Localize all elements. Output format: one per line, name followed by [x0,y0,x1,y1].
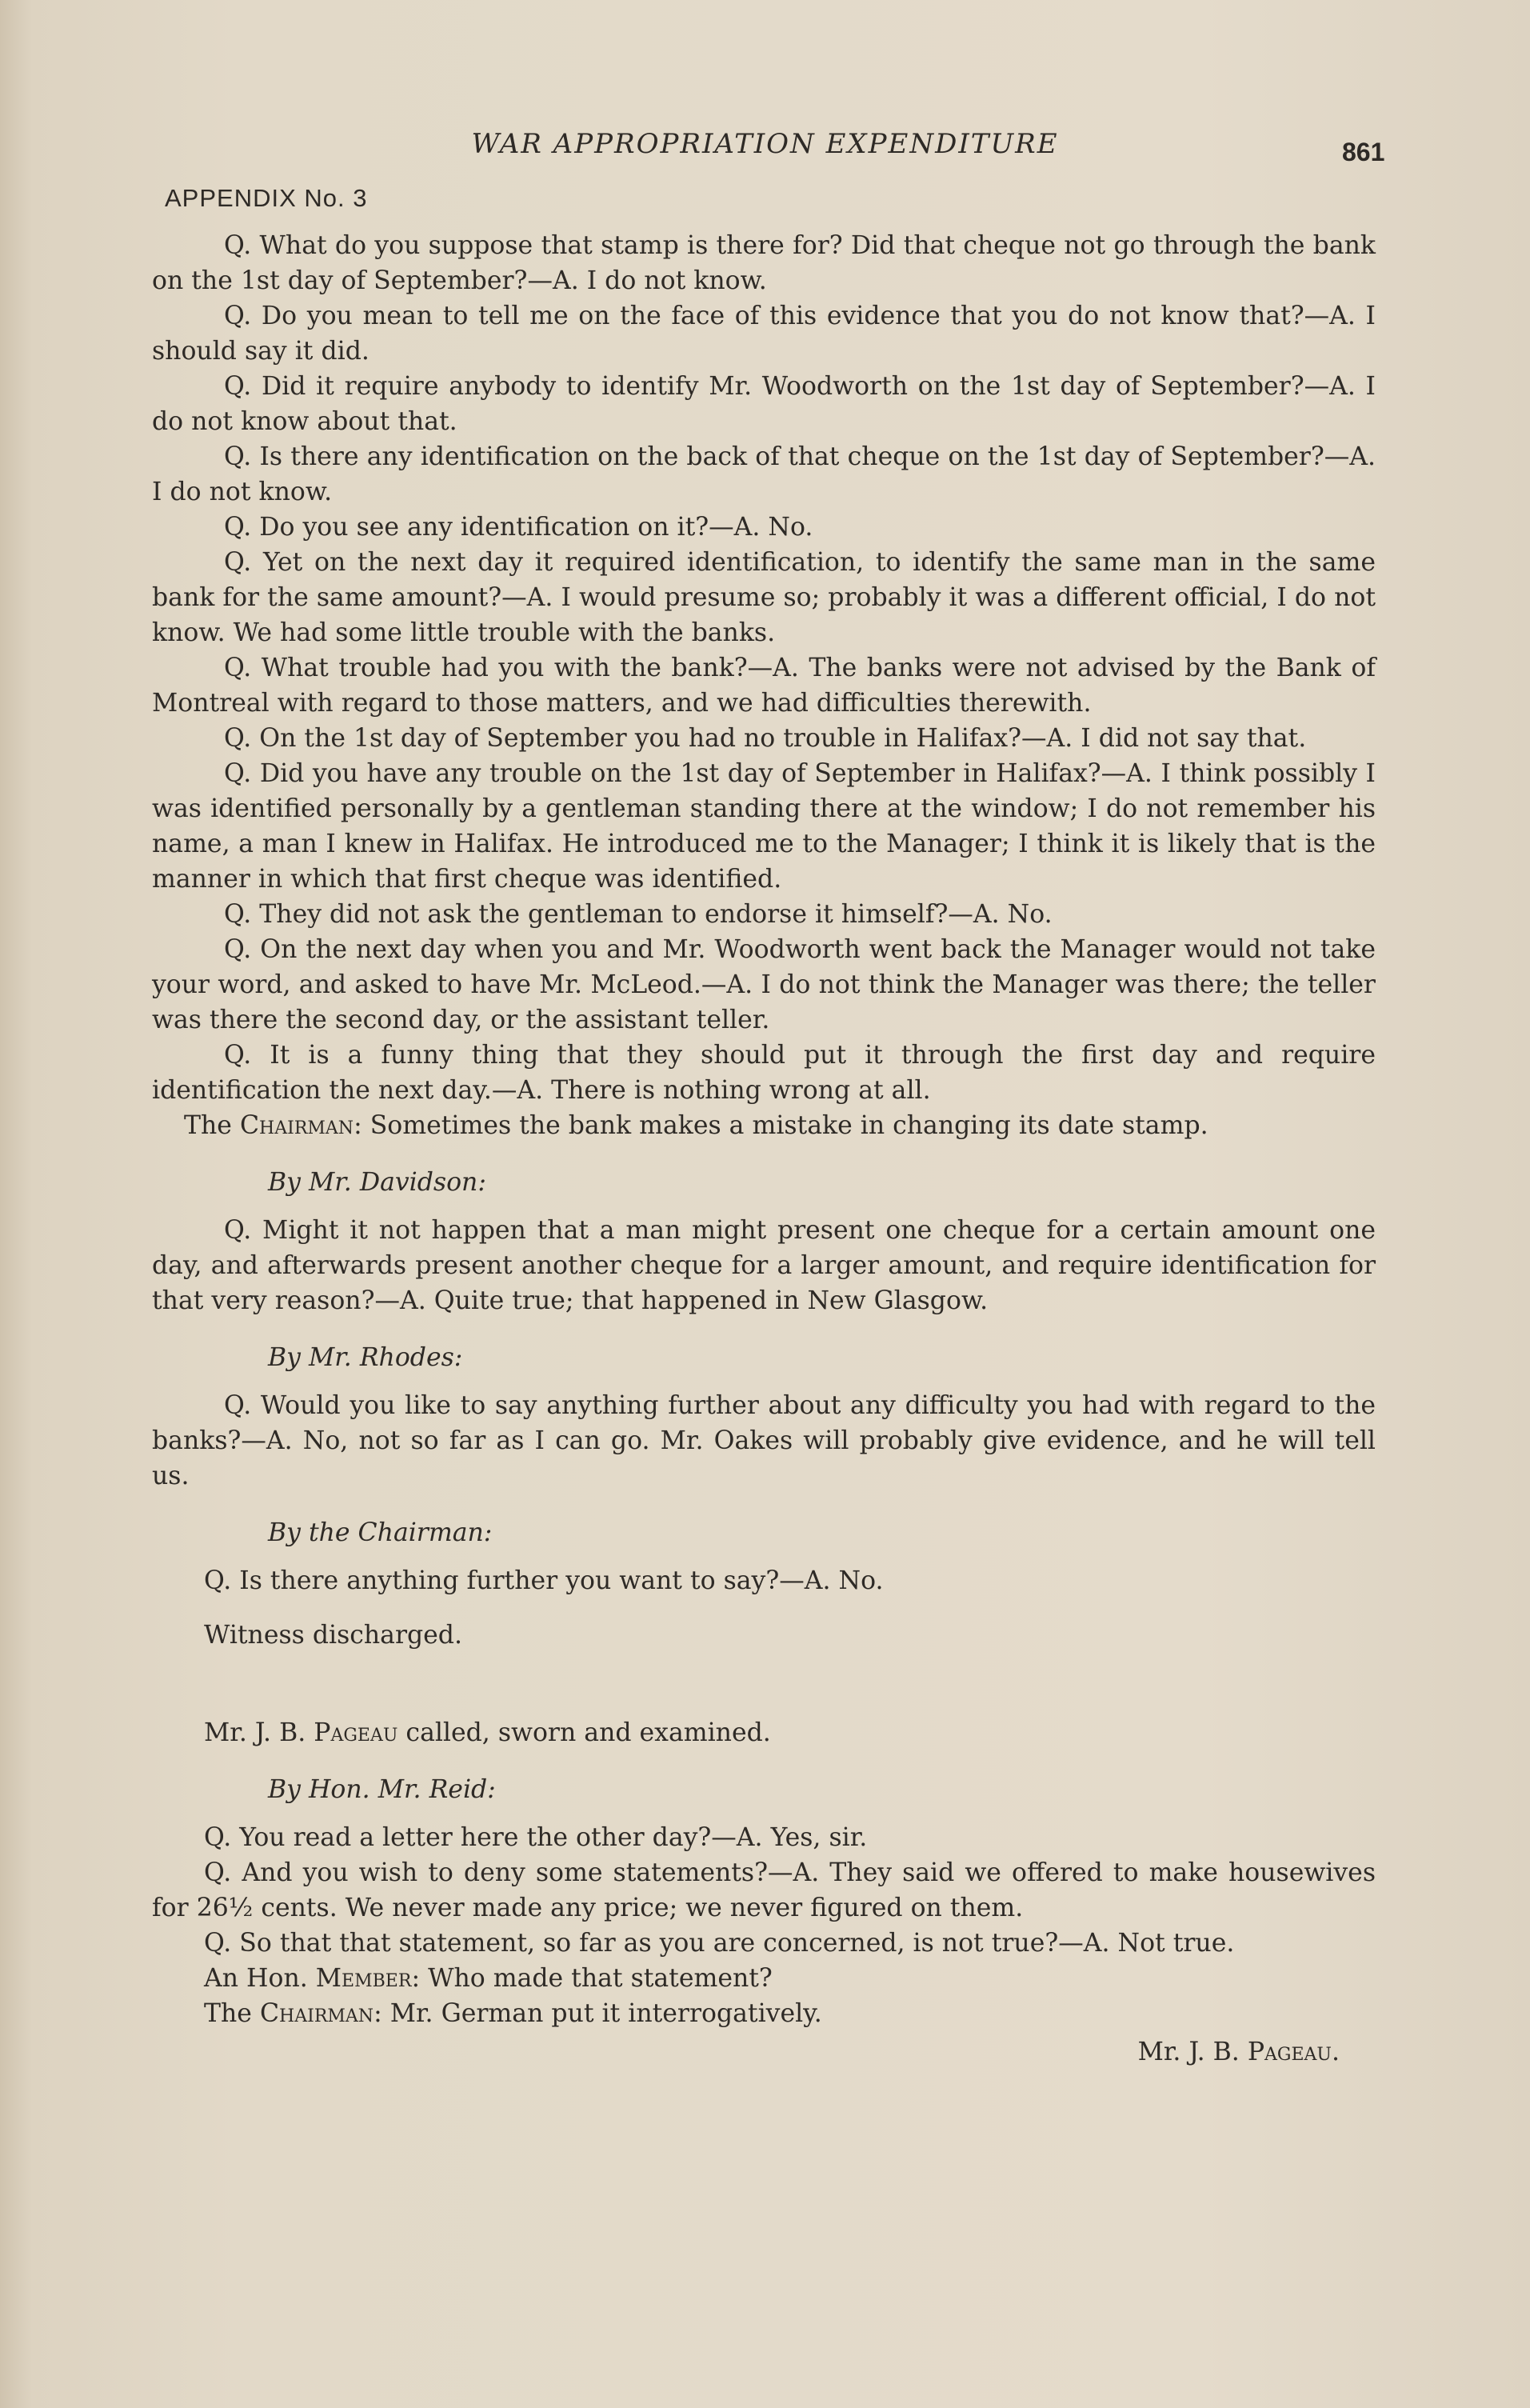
paragraph: Q. They did not ask the gentleman to endorse it himself?—A. No. [224,900,1053,929]
speaker-prefix: The [204,1999,260,2028]
signature-suffix: . [1331,2038,1340,2066]
speaker-name: Chairman [259,1999,374,2028]
speaker-prefix: The [184,1111,240,1140]
paragraph: Q. Might it not happen that a man might present one cheque for a certain amount one day, and afterwards present another cheque for a larger amount, and require identification for that very reason?—A. Quite true; that happened in New Glasgow. [152,1216,1376,1315]
examiner-heading: By Mr. Rhodes: [268,1343,463,1372]
paragraph: Q. Did it require anybody to identify Mr. Woodworth on the 1st day of September?—A. I do not know about that. [152,372,1376,436]
witness-prefix: Mr. J. B. [204,1718,314,1747]
paragraph: Q. On the next day when you and Mr. Woodworth went back the Manager would not take your word, and asked to have Mr. McLeod.—A. I do not think the Manager was there; the teller was there the second day, or the assistant teller. [152,935,1376,1034]
remark-text: : Who made that statement? [411,1964,773,1993]
paragraph: Q. What do you suppose that stamp is there for? Did that cheque not go through the bank on the 1st day of September?—A. I do not know. [152,231,1376,295]
running-title: WAR APPROPRIATION EXPENDITURE [471,128,1059,160]
chairman-remark [152,1108,1376,1143]
speaker-name: Chairman [239,1111,354,1140]
paragraph: Q. Yet on the next day it required identification, to identify the same man in the same bank for the same amount?—A. I would presume so; probably it was a different official, I do not know. We had some little trouble with the banks. [152,548,1376,647]
witness-called-text: called, sworn and examined. [397,1718,771,1747]
witness-name: Pageau [314,1718,398,1747]
paragraph: Q. What trouble had you with the bank?—A. The banks were not advised by the Bank of Montreal with regard to those matters, and we had difficulties therewith. [152,654,1376,718]
paragraph: Q. On the 1st day of September you had no trouble in Halifax?—A. I did not say that. [224,724,1307,753]
page-number: 861 [1342,138,1385,166]
paragraph: Q. Is there anything further you want to say?—A. No. [204,1566,884,1595]
paragraph: Q. You read a letter here the other day?—A. Yes, sir. [204,1823,868,1852]
signature-prefix: Mr. J. B. [1137,2038,1248,2066]
examiner-heading: By Mr. Davidson: [268,1168,486,1197]
examiner-heading: By Hon. Mr. Reid: [268,1775,496,1804]
witness-discharged: Witness discharged. [204,1621,462,1650]
remark-text: : Mr. German put it interrogatively. [374,1999,822,2028]
signature-name: Pageau [1247,2038,1332,2066]
witness-called [152,1715,1376,1750]
witness-signature [152,2034,1376,2070]
appendix-label: APPENDIX No. 3 [165,184,368,212]
paragraph: Q. It is a funny thing that they should put it through the first day and require identification the next day.—A. There is nothing wrong at all. [152,1041,1376,1105]
paragraph: Q. Is there any identification on the back of that cheque on the 1st day of September?—A. I do not know. [152,442,1376,506]
examiner-heading: By the Chairman: [268,1518,493,1547]
remark-text: : Sometimes the bank makes a mistake in changing its date stamp. [354,1111,1208,1140]
paragraph: Q. So that that statement, so far as you are concerned, is not true?—A. Not true. [204,1929,1235,1958]
paragraph: Q. Do you see any identification on it?—A. No. [224,513,813,542]
paragraph: Q. Did you have any trouble on the 1st day of September in Halifax?—A. I think possibly I was identified personally by a gentleman standing there at the window; I do not remember his name, a man I knew in Halifax. He introduced me to the Manager; I think it is likely that is the manner in which that first cheque was identified. [152,759,1376,894]
paragraph: Q. Do you mean to tell me on the face of this evidence that you do not know that?—A. I should say it did. [152,302,1376,366]
speaker-prefix: An Hon. [204,1964,316,1993]
speaker-name: Member [315,1964,412,1993]
document-body [152,228,1376,2070]
paragraph: Q. Would you like to say anything further about any difficulty you had with regard to the banks?—A. No, not so far as I can go. Mr. Oakes will probably give evidence, and he will tell us. [152,1391,1376,1490]
member-remark [152,1961,1376,1996]
chairman-remark [152,1996,1376,2031]
paragraph: Q. And you wish to deny some statements?—A. They said we offered to make housewives for 26½ cents. We never made any price; we never figured on them. [152,1858,1376,1922]
